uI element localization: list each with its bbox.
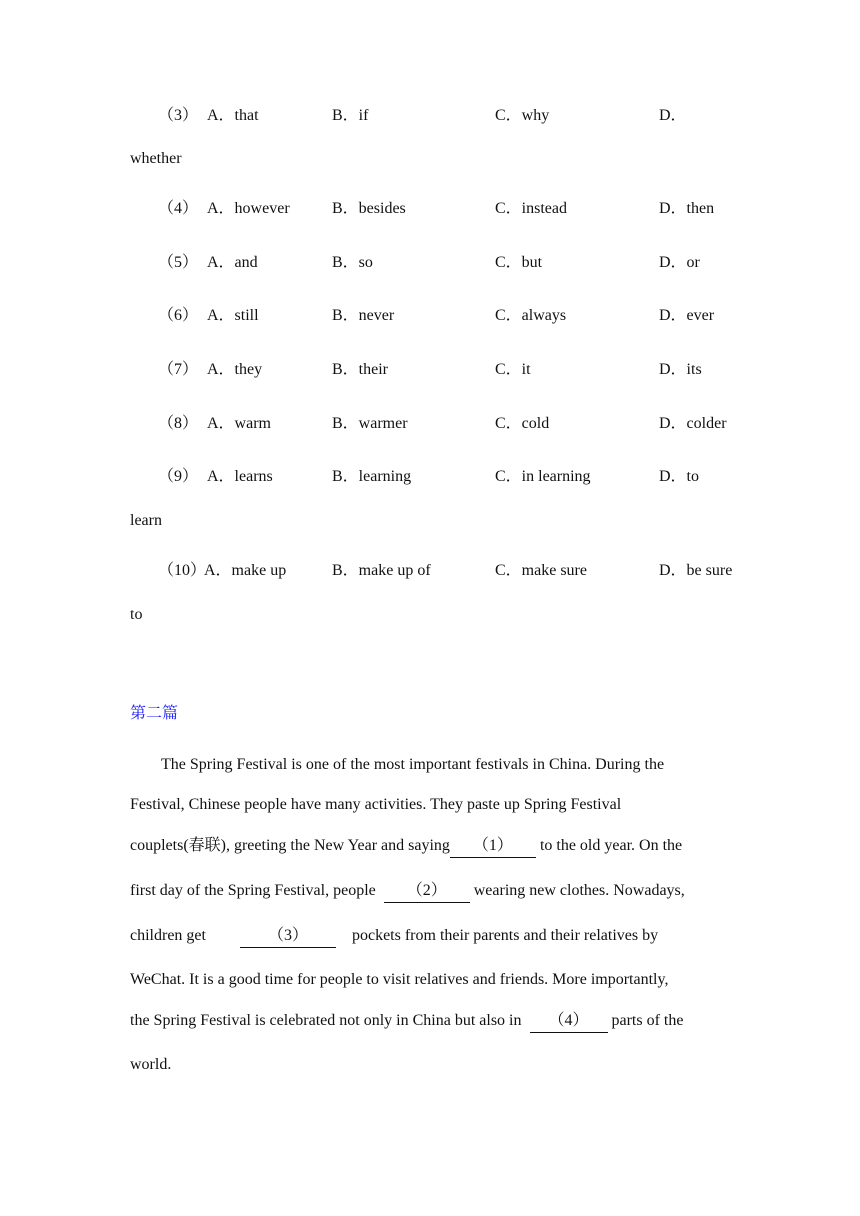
passage-line: WeChat. It is a good time for people to visit relatives and friends. More importantly,: [130, 971, 669, 988]
question-number: （5）: [158, 254, 199, 271]
passage-text: parts of the: [607, 1012, 684, 1029]
option-b: B．never: [332, 307, 395, 324]
option-b: B．their: [332, 361, 388, 378]
option-c: C．it: [495, 361, 531, 378]
passage-line: world.: [130, 1056, 172, 1073]
blank-1: （1）: [450, 835, 536, 858]
option-d-continuation: to: [130, 606, 143, 623]
passage-text: to the old year. On the: [535, 837, 683, 854]
option-b: B．if: [332, 107, 369, 124]
option-d: D．: [659, 107, 687, 124]
question-number: （8）: [158, 415, 199, 432]
option-a: A．still: [207, 307, 259, 324]
section-heading: 第二篇: [130, 703, 179, 722]
option-c: C．make sure: [495, 562, 587, 579]
option-c: C．in learning: [495, 468, 591, 485]
blank-3: （3）: [240, 925, 336, 948]
option-d: D．to: [659, 468, 700, 485]
question-7: [0, 358, 860, 382]
option-d: D．ever: [659, 307, 715, 324]
question-9: [0, 465, 860, 489]
passage-line: [130, 834, 730, 858]
option-b: B．learning: [332, 468, 412, 485]
passage-line: Festival, Chinese people have many activities. They paste up Spring Festival: [130, 796, 622, 813]
option-c: C．always: [495, 307, 567, 324]
question-number: （4）: [158, 200, 199, 217]
option-a: A．learns: [207, 468, 273, 485]
passage-text: pockets from their parents and their relatives by: [351, 927, 659, 944]
question-5: [0, 251, 860, 275]
passage-text: wearing new clothes. Nowadays,: [469, 882, 685, 899]
option-d: D．colder: [659, 415, 727, 432]
blank-2: （2）: [384, 880, 470, 903]
option-b: B．warmer: [332, 415, 408, 432]
option-b: B．make up of: [332, 562, 431, 579]
option-b: B．besides: [332, 200, 406, 217]
question-4: [0, 197, 860, 221]
passage-text: children get: [130, 927, 206, 944]
passage-line: [130, 879, 730, 903]
option-a: A．however: [207, 200, 290, 217]
option-d-continuation: whether: [130, 150, 182, 167]
question-10: [0, 559, 860, 583]
passage-line: The Spring Festival is one of the most important festivals in China. During the: [161, 756, 665, 773]
option-a: A．make up: [204, 562, 287, 579]
option-c: C．but: [495, 254, 543, 271]
option-a: A．warm: [207, 415, 271, 432]
question-6: [0, 304, 860, 328]
blank-4: （4）: [530, 1010, 608, 1033]
passage-text: the Spring Festival is celebrated not only in China but also in: [130, 1012, 526, 1029]
question-8: [0, 412, 860, 436]
question-number: （6）: [158, 307, 199, 324]
passage-line: [130, 924, 730, 948]
option-d-continuation: learn: [130, 512, 162, 529]
question-number: （10）: [158, 562, 207, 579]
option-a: A．and: [207, 254, 258, 271]
option-d: D．then: [659, 200, 715, 217]
option-d: D．its: [659, 361, 702, 378]
option-c: C．cold: [495, 415, 550, 432]
question-number: （7）: [158, 361, 199, 378]
option-a: A．that: [207, 107, 259, 124]
option-d: D．be sure: [659, 562, 733, 579]
option-b: B．so: [332, 254, 373, 271]
question-3: [0, 104, 860, 128]
passage-text: first day of the Spring Festival, people: [130, 882, 380, 899]
question-number: （3）: [158, 107, 199, 124]
question-number: （9）: [158, 468, 199, 485]
option-c: C．why: [495, 107, 550, 124]
passage-text: couplets(春联), greeting the New Year and saying: [130, 837, 450, 854]
passage-line: [130, 1009, 730, 1033]
option-a: A．they: [207, 361, 263, 378]
option-c: C．instead: [495, 200, 567, 217]
option-d: D．or: [659, 254, 700, 271]
